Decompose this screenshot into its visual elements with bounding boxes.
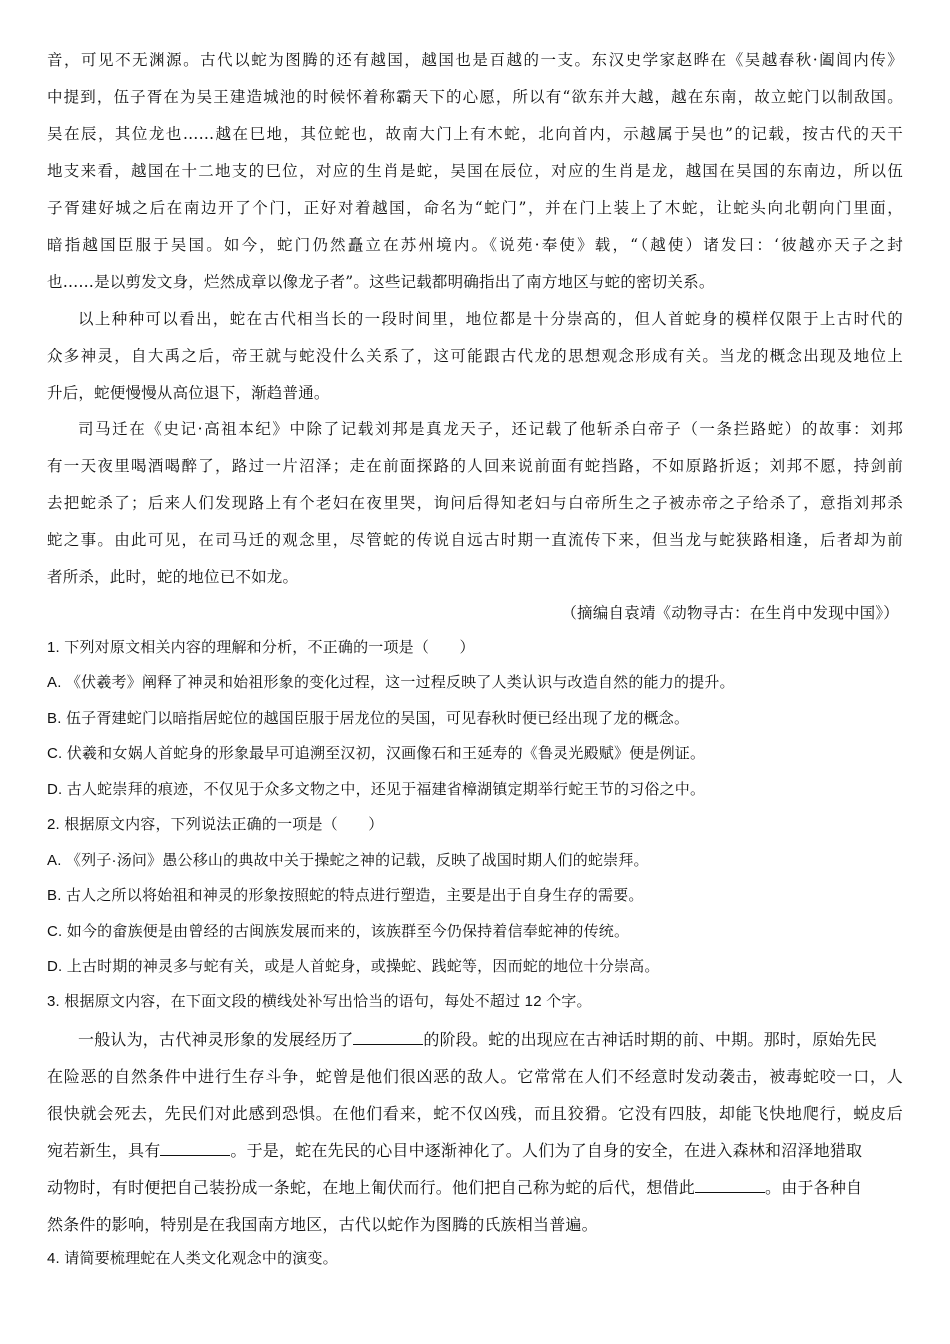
answer-blank-2[interactable] — [160, 1141, 230, 1156]
passage-line: 中提到，伍子胥在为吴王建造城池的时候怀着称霸天下的心愿，所以有“欲东并大越，越在东南，故立蛇门以制敌国。 — [47, 88, 903, 106]
passage-source: （摘编自袁靖《动物寻古：在生肖中发现中国》） — [561, 604, 899, 622]
passage-line: 也……是以剪发文身，烂然成章以像龙子者”。这些记载都明确指出了南方地区与蛇的密切关系。 — [47, 273, 715, 291]
answer-blank-1[interactable] — [353, 1030, 423, 1045]
question-3-text: 一般认为，古代神灵形象的发展经历了 — [78, 1032, 354, 1049]
passage-line: 众多神灵，自大禹之后，帝王就与蛇没什么关系了，这可能跟古代龙的思想观念形成有关。当龙的概念出现及地位上 — [47, 347, 903, 365]
question-2-option-a[interactable]: A. 《列子·汤问》愚公移山的典故中关于操蛇之神的记载，反映了战国时期人们的蛇崇拜。 — [47, 852, 649, 869]
passage-line: 地支来看，越国在十二地支的巳位，对应的生肖是蛇，吴国在辰位，对应的生肖是龙，越国在吴国的东南边，所以伍 — [47, 162, 903, 180]
question-3-text: 。于是，蛇在先民的心目中逐渐神化了。人们为了自身的安全，在进入森林和沼泽地猎取 — [230, 1143, 863, 1160]
question-1-option-b[interactable]: B. 伍子胥建蛇门以暗指居蛇位的越国臣服于居龙位的吴国，可见春秋时便已经出现了龙的概念。 — [47, 710, 690, 727]
question-2-option-b[interactable]: B. 古人之所以将始祖和神灵的形象按照蛇的特点进行塑造，主要是出于自身生存的需要。 — [47, 887, 644, 904]
question-3-passage-line — [78, 1027, 903, 1050]
question-2-option-c[interactable]: C. 如今的畲族便是由曾经的古闽族发展而来的，该族群至今仍保持着信奉蛇神的传统。 — [47, 923, 630, 940]
question-1-option-c[interactable]: C. 伏羲和女娲人首蛇身的形象最早可追溯至汉初，汉画像石和王延寿的《鲁灵光殿赋》便是例证。 — [47, 745, 706, 762]
question-2-stem: 2. 根据原文内容，下列说法正确的一项是（ ） — [47, 816, 384, 833]
question-4-stem: 4. 请简要梳理蛇在人类文化观念中的演变。 — [47, 1250, 338, 1267]
question-1-stem: 1. 下列对原文相关内容的理解和分析，不正确的一项是（ ） — [47, 639, 475, 656]
question-3-passage-line — [47, 1175, 903, 1198]
question-3-text: 的阶段。蛇的出现应在古神话时期的前、中期。那时，原始先民 — [423, 1032, 878, 1049]
answer-blank-3[interactable] — [695, 1178, 765, 1193]
question-3-text: 宛若新生，具有 — [47, 1143, 161, 1160]
question-3-stem: 3. 根据原文内容，在下面文段的横线处补写出恰当的语句，每处不超过 12 个字。 — [47, 993, 592, 1010]
question-1-option-d[interactable]: D. 古人蛇崇拜的痕迹，不仅见于众多文物之中，还见于福建省樟湖镇定期举行蛇王节的习俗之中。 — [47, 781, 706, 798]
question-3-passage-line — [47, 1138, 903, 1161]
passage-line: 子胥建好城之后在南边开了个门，正好对着越国，命名为“蛇门”，并在门上装上了木蛇，让蛇头向北朝向门里面， — [47, 199, 903, 217]
question-3-passage-line: 在险恶的自然条件中进行生存斗争，蛇曾是他们很凶恶的敌人。它常常在人们不经意时发动袭击，被毒蛇咬一口，人 — [47, 1069, 903, 1086]
passage-line: 去把蛇杀了；后来人们发现路上有个老妇在夜里哭，询问后得知老妇与白帝所生之子被赤帝之子给杀了，意指刘邦杀 — [47, 494, 903, 512]
passage-paragraph-start: 司马迁在《史记·高祖本纪》中除了记载刘邦是真龙天子，还记载了他斩杀白帝子（一条拦路蛇）的故事：刘邦 — [78, 420, 903, 438]
question-3-passage-line: 然条件的影响，特别是在我国南方地区，古代以蛇作为图腾的氏族相当普遍。 — [47, 1217, 598, 1234]
passage-paragraph-start: 以上种种可以看出，蛇在古代相当长的一段时间里，地位都是十分崇高的，但人首蛇身的模样仅限于上古时代的 — [78, 310, 903, 328]
passage-line: 暗指越国臣服于吴国。如今，蛇门仍然矗立在苏州境内。《说苑·奉使》载，“（越使）诸发曰：‘彼越亦天子之封 — [47, 236, 903, 254]
passage-line: 蛇之事。由此可见，在司马迁的观念里，尽管蛇的传说自远古时期一直流传下来，但当龙与蛇狭路相逢，后者却为前 — [47, 531, 903, 549]
question-1-option-a[interactable]: A. 《伏羲考》阐释了神灵和始祖形象的变化过程，这一过程反映了人类认识与改造自然的能力的提升。 — [47, 674, 735, 691]
question-2-option-d[interactable]: D. 上古时期的神灵多与蛇有关，或是人首蛇身，或操蛇、践蛇等，因而蛇的地位十分崇高。 — [47, 958, 660, 975]
passage-line: 有一天夜里喝酒喝醉了，路过一片沼泽；走在前面探路的人回来说前面有蛇挡路，不如原路折返；刘邦不愿，持剑前 — [47, 457, 903, 475]
passage-line: 音，可见不无渊源。古代以蛇为图腾的还有越国，越国也是百越的一支。东汉史学家赵晔在《吴越春秋·阖闾内传》 — [47, 51, 903, 69]
question-3-passage-line: 很快就会死去，先民们对此感到恐惧。在他们看来，蛇不仅凶残，而且狡猾。它没有四肢，却能飞快地爬行，蜕皮后 — [47, 1106, 903, 1123]
question-3-text: 。由于各种自 — [765, 1180, 863, 1197]
passage-line: 升后，蛇便慢慢从高位退下，渐趋普通。 — [47, 384, 330, 402]
passage-line: 吴在辰，其位龙也……越在巳地，其位蛇也，故南大门上有木蛇，北向首内，示越属于吴也”的记载，按古代的天干 — [47, 125, 903, 143]
passage-line: 者所杀，此时，蛇的地位已不如龙。 — [47, 568, 299, 586]
question-3-text: 动物时，有时便把自己装扮成一条蛇，在地上匍伏而行。他们把自己称为蛇的后代，想借此 — [47, 1180, 696, 1197]
